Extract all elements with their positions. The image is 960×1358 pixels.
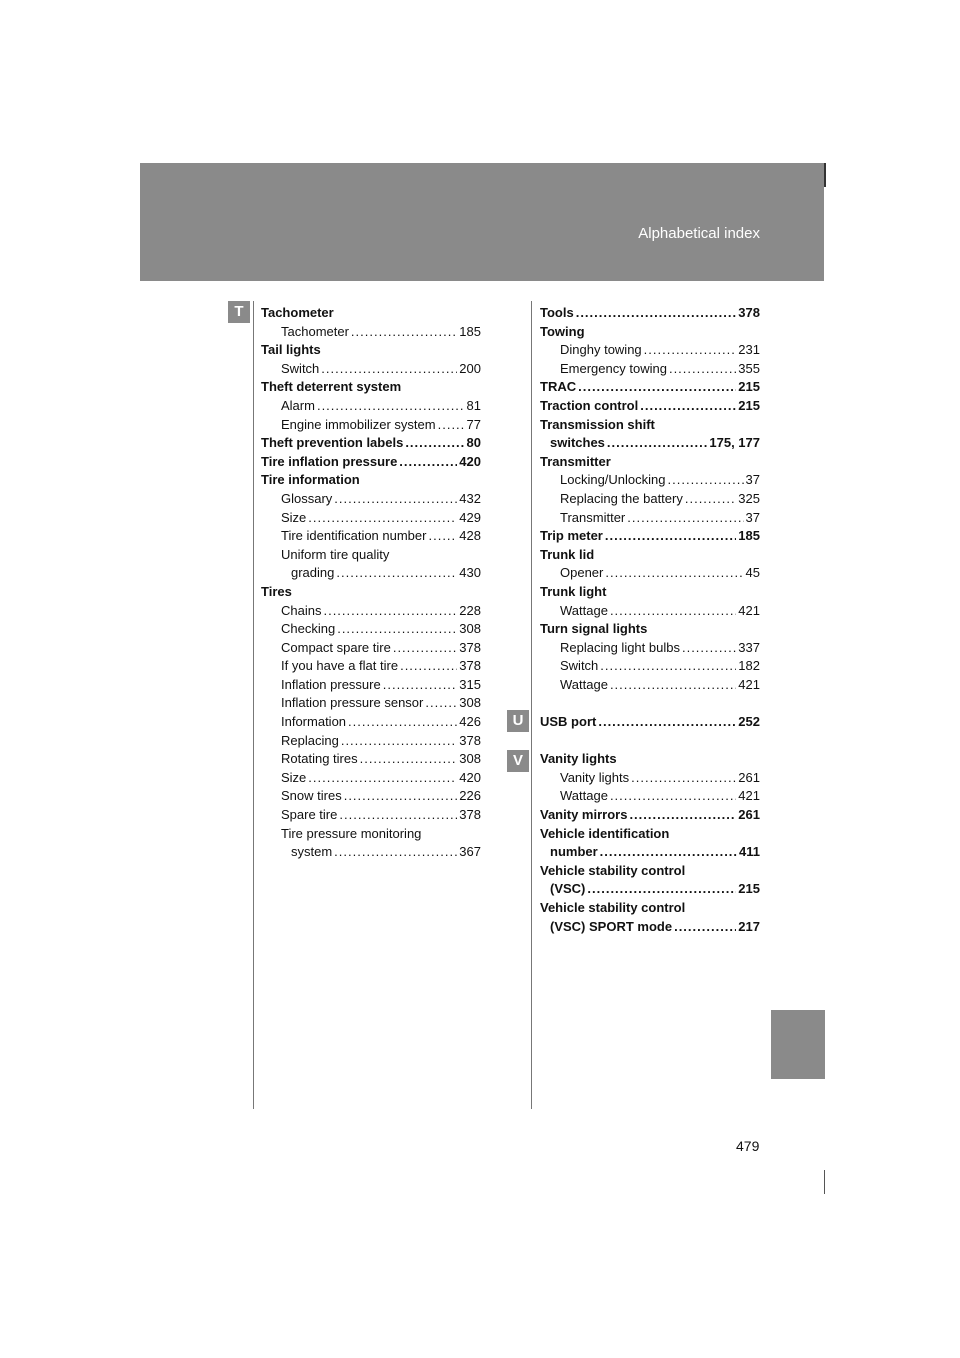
- index-heading: Trunk light: [540, 583, 607, 599]
- index-entry[interactable]: Replacing light bulbs ..... 337: [540, 639, 760, 658]
- index-entry[interactable]: Tachometer ..... 185: [261, 323, 481, 342]
- index-entry[interactable]: Replacing ..... 378: [261, 732, 481, 751]
- letter-marker-u: U: [507, 710, 529, 732]
- index-entry[interactable]: USB port ..... 252: [540, 713, 760, 732]
- crop-mark-top: [824, 163, 826, 187]
- index-entry[interactable]: Checking ..... 308: [261, 620, 481, 639]
- index-heading: Vehicle stability control: [540, 900, 686, 915]
- index-entry[interactable]: Dinghy towing ..... 231: [540, 341, 760, 360]
- index-entry[interactable]: Theft prevention labels ..... 80: [261, 434, 481, 453]
- index-entry[interactable]: (VSC) SPORT mode ..... 217: [540, 918, 760, 937]
- index-entry[interactable]: Emergency towing ..... 355: [540, 360, 760, 379]
- index-heading: Tires: [261, 583, 292, 599]
- index-heading: Transmission shift: [540, 416, 655, 432]
- index-column-left: [261, 304, 481, 862]
- index-heading: Turn signal lights: [540, 621, 648, 637]
- index-entry[interactable]: TRAC ..... 215: [540, 378, 760, 397]
- index-entry[interactable]: If you have a flat tire ..... 378: [261, 657, 481, 676]
- letter-marker-t: T: [228, 301, 250, 323]
- crop-mark-bottom: [824, 1170, 825, 1194]
- index-heading: Theft deterrent system: [261, 379, 402, 395]
- index-heading: Transmitter: [540, 453, 611, 469]
- index-entry[interactable]: number ..... 411: [540, 843, 760, 862]
- index-entry[interactable]: Wattage ..... 421: [540, 787, 760, 806]
- section-side-tab: [771, 1010, 825, 1079]
- index-entry[interactable]: Inflation pressure sensor ..... 308: [261, 694, 481, 713]
- letter-marker-v: V: [507, 750, 529, 772]
- index-heading: Vehicle stability control: [540, 862, 686, 878]
- column-rule-right: [531, 301, 532, 1109]
- index-entry[interactable]: Spare tire ..... 378: [261, 806, 481, 825]
- index-entry[interactable]: Inflation pressure ..... 315: [261, 676, 481, 695]
- section-gap: [540, 694, 760, 713]
- index-column-right: [540, 304, 760, 936]
- index-entry[interactable]: Tire identification number ..... 428: [261, 527, 481, 546]
- index-entry[interactable]: Switch ..... 200: [261, 360, 481, 379]
- index-heading: Vehicle identification: [540, 825, 670, 841]
- index-heading: Vanity lights: [540, 751, 617, 767]
- index-entry[interactable]: Size ..... 420: [261, 769, 481, 788]
- index-entry[interactable]: Rotating tires ..... 308: [261, 750, 481, 769]
- index-entry[interactable]: Switch ..... 182: [540, 657, 760, 676]
- index-entry[interactable]: switches ..... 175, 177: [540, 434, 760, 453]
- index-entry[interactable]: Size ..... 429: [261, 509, 481, 528]
- index-heading: Tachometer: [261, 305, 334, 320]
- header-title: Alphabetical index: [638, 225, 760, 242]
- index-entry[interactable]: grading ..... 430: [261, 564, 481, 583]
- index-heading: Trunk lid: [540, 546, 595, 562]
- index-entry[interactable]: Alarm ..... 81: [261, 397, 481, 416]
- index-entry[interactable]: Information ..... 426: [261, 713, 481, 732]
- index-entry[interactable]: Locking/Unlocking ..... 37: [540, 471, 760, 490]
- index-entry[interactable]: Traction control ..... 215: [540, 397, 760, 416]
- index-entry[interactable]: Compact spare tire ..... 378: [261, 639, 481, 658]
- index-entry[interactable]: Snow tires ..... 226: [261, 787, 481, 806]
- index-entry[interactable]: (VSC) ..... 215: [540, 880, 760, 899]
- index-subheading: Uniform tire quality: [281, 546, 390, 562]
- index-heading: Towing: [540, 323, 585, 339]
- index-entry[interactable]: Chains ..... 228: [261, 602, 481, 621]
- page-number: 479: [736, 1138, 760, 1154]
- index-entry[interactable]: Trip meter ..... 185: [540, 527, 760, 546]
- index-entry[interactable]: Opener ..... 45: [540, 564, 760, 583]
- index-entry[interactable]: Tools ..... 378: [540, 304, 760, 323]
- index-subheading: Tire pressure monitoring: [281, 825, 422, 841]
- index-heading: Tail lights: [261, 342, 321, 358]
- index-entry[interactable]: Tire inflation pressure ..... 420: [261, 453, 481, 472]
- index-entry[interactable]: Engine immobilizer system ..... 77: [261, 416, 481, 435]
- index-heading: Tire information: [261, 472, 360, 488]
- index-entry[interactable]: Vanity mirrors ..... 261: [540, 806, 760, 825]
- index-entry[interactable]: Glossary ..... 432: [261, 490, 481, 509]
- header-bar: [140, 163, 824, 281]
- index-entry[interactable]: Replacing the battery ..... 325: [540, 490, 760, 509]
- index-entry[interactable]: Vanity lights ..... 261: [540, 769, 760, 788]
- index-entry[interactable]: system ..... 367: [261, 843, 481, 862]
- index-entry[interactable]: Wattage ..... 421: [540, 676, 760, 695]
- index-entry[interactable]: Transmitter ..... 37: [540, 509, 760, 528]
- column-rule-left: [253, 301, 254, 1109]
- section-gap: [540, 732, 760, 751]
- index-entry[interactable]: Wattage ..... 421: [540, 602, 760, 621]
